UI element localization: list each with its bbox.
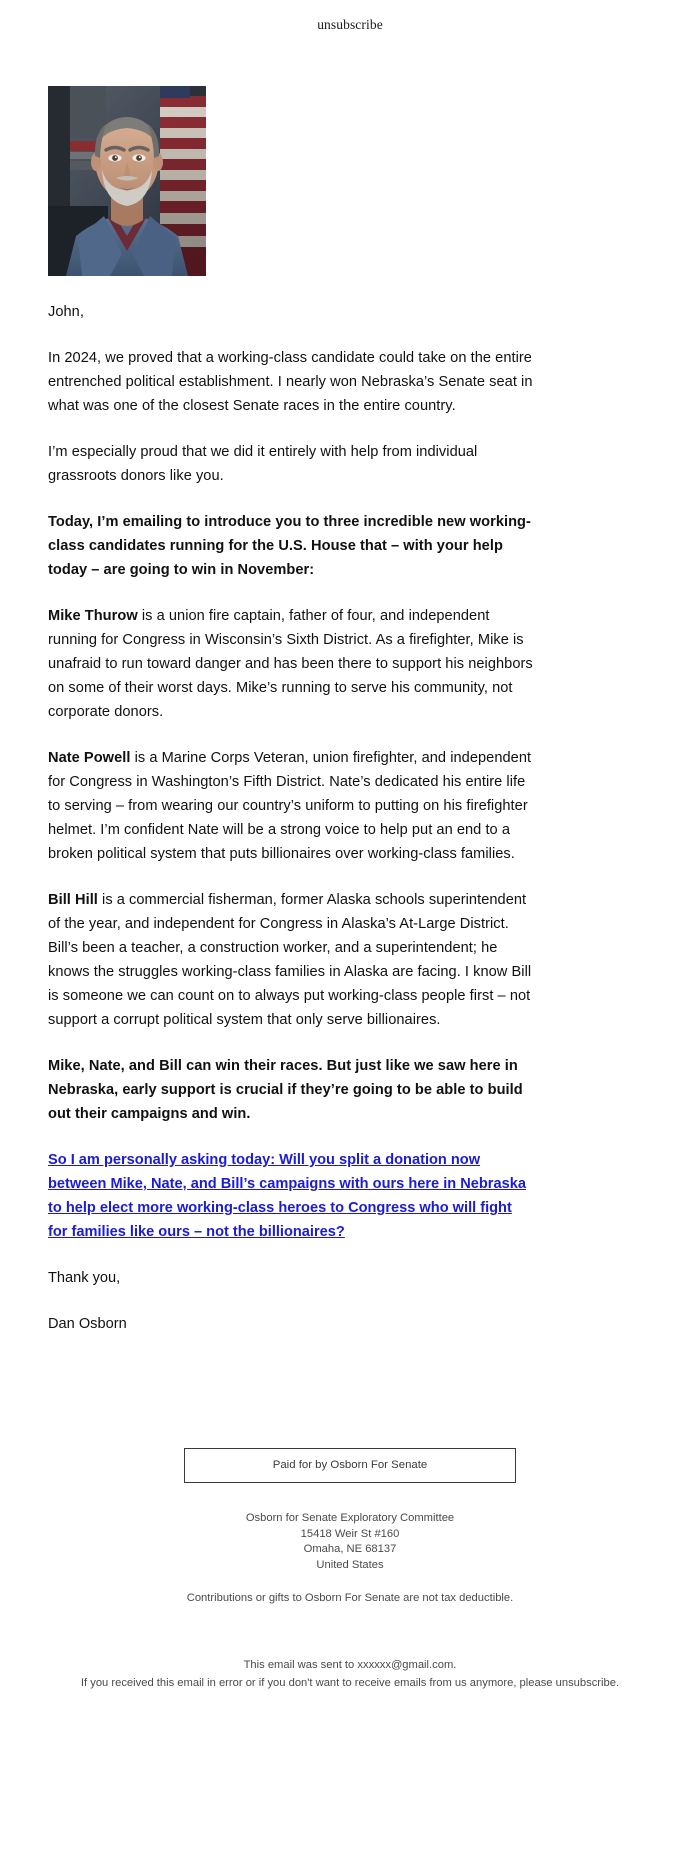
candidate-bio-mike-thurow: is a union fire captain, father of four, and independent running for Congress in Wisconsin’s Sixth District. As a firefighter, Mike is unafraid to run toward danger and has been there to support his neighbors on some of their worst days. Mike’s running to serve his community, not corporate donors. <box>48 608 533 720</box>
candidate-paragraph-bill-hill <box>48 888 534 1032</box>
candidate-bio-nate-powell: is a Marine Corps Veteran, union firefighter, and independent for Congress in Washington’s Fifth District. Nate’s dedicated his entire life to serving – from wearing our country’s uniform to putting on his firefighter helmet. I’m confident Nate will be a strong voice to help put an end to a broken political system that puts billionaires over working-class families. <box>48 750 532 862</box>
email-body <box>0 86 700 1692</box>
tax-deductible-notice: Contributions or gifts to Osborn For Senate are not tax deductible. <box>186 1592 514 1604</box>
donation-cta <box>48 1148 534 1244</box>
candidate-name-bill-hill: Bill Hill <box>48 892 98 908</box>
committee-address-block <box>0 1511 700 1573</box>
candidate-name-mike-thurow: Mike Thurow <box>48 608 138 624</box>
paragraph-announcement: Today, I’m emailing to introduce you to three incredible new working-class candidates running for the U.S. House that – with your help today – are going to win in November: <box>48 514 531 578</box>
address-line-country: United States <box>316 1558 384 1571</box>
greeting-line: John, <box>48 304 84 320</box>
donation-cta-link[interactable]: So I am personally asking today: Will you split a donation now between Mike, Nate, and Bill’s campaigns with ours here in Nebraska to help elect more working-class heroes to Congress who will fight for families like ours – not the billionaires? <box>48 1152 526 1240</box>
email-footer <box>0 1448 700 1692</box>
paragraph-grassroots: I’m especially proud that we did it entirely with help from individual grassroots donors like you. <box>48 444 478 484</box>
sent-to-line: This email was sent to xxxxxx@gmail.com. <box>243 1659 457 1671</box>
paragraph-closing-appeal: Mike, Nate, and Bill can win their races. But just like we saw here in Nebraska, early support is crucial if they’re going to be able to build out their campaigns and win. <box>48 1058 523 1122</box>
candidate-paragraph-mike-thurow <box>48 604 534 724</box>
paid-for-text: Paid for by Osborn For Senate <box>272 1459 428 1471</box>
recipient-notice-block <box>0 1656 700 1692</box>
address-line-city-state-zip: Omaha, NE 68137 <box>303 1543 397 1555</box>
candidate-bio-bill-hill: is a commercial fisherman, former Alaska schools superintendent of the year, and independent for Congress in Alaska’s At-Large District. Bill’s been a teacher, a construction worker, and a superintendent; he knows the struggles working-class families in Alaska are facing. I know Bill is someone we can count on to always put working-class people first – not support a corrupt political system that only serve billionaires. <box>48 892 532 1028</box>
portrait-photo <box>48 86 206 276</box>
signoff-line: Thank you, <box>48 1270 121 1286</box>
address-line-committee: Osborn for Senate Exploratory Committee <box>245 1512 455 1524</box>
address-line-street: 15418 Weir St #160 <box>300 1527 400 1540</box>
signature-name: Dan Osborn <box>48 1316 127 1332</box>
preheader-bar <box>0 0 700 33</box>
paid-for-disclaimer-box <box>184 1448 516 1483</box>
candidate-portrait-image <box>48 86 206 276</box>
email-content-column <box>48 86 534 1336</box>
paragraph-intro: In 2024, we proved that a working-class candidate could take on the entire entrenched political establishment. I nearly won Nebraska’s Senate seat in what was one of the closest Senate races in the entire country. <box>48 350 533 414</box>
unsubscribe-link[interactable]: unsubscribe <box>317 17 383 32</box>
candidate-paragraph-nate-powell <box>48 746 534 866</box>
candidate-name-nate-powell: Nate Powell <box>48 750 131 766</box>
unsubscribe-notice-line: If you received this email in error or if you don't want to receive emails from us anymore, please unsubscribe. <box>80 1677 620 1689</box>
